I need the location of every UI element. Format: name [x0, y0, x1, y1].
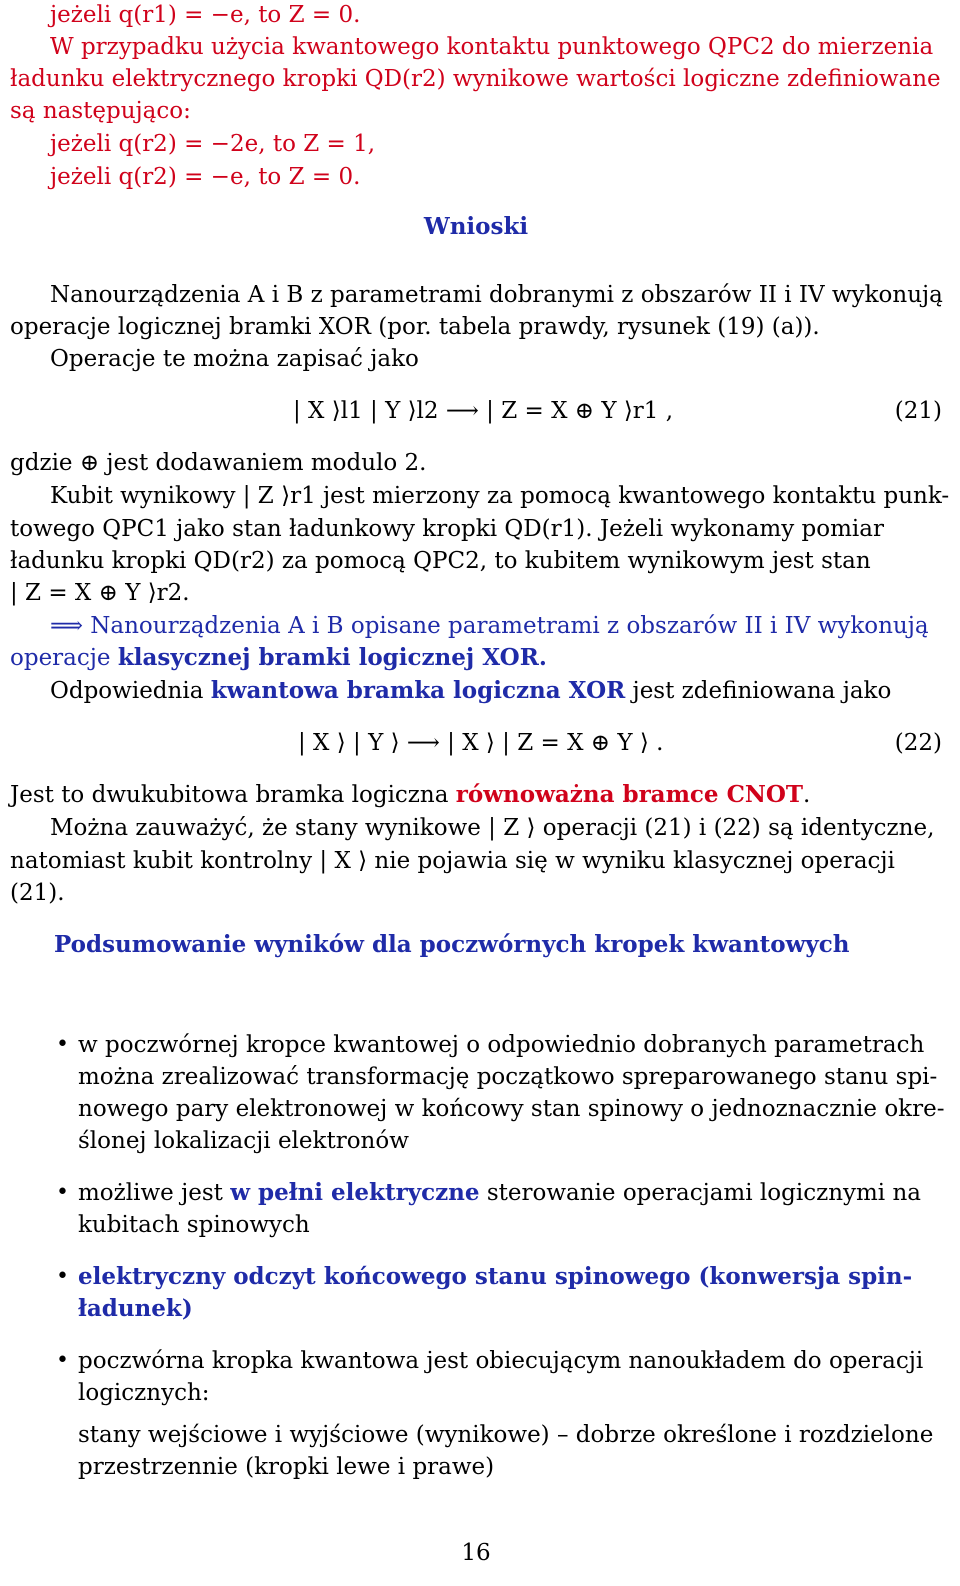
text-line: Kubit wynikowy | Z ⟩r1 jest mierzony za pomocą kwantowego kontaktu punk-: [50, 483, 950, 509]
section-heading-wnioski: Wnioski: [423, 213, 529, 240]
bullet-icon: •: [56, 1264, 69, 1289]
text-line: jeżeli q(r1) = −e, to Z = 0.: [50, 2, 361, 28]
text-line: Operacje te można zapisać jako: [50, 346, 419, 372]
section-heading-summary: Podsumowanie wyników dla poczwórnych kropek kwantowych: [54, 931, 850, 958]
list-item-line: logicznych:: [78, 1380, 210, 1406]
text-line: [10, 780, 810, 810]
equation-22-formula: | X ⟩ | Y ⟩ ⟶ | X ⟩ | Z = X ⊕ Y ⟩ .: [298, 730, 664, 756]
text-line: (21).: [10, 880, 65, 906]
page-number: 16: [461, 1540, 491, 1566]
text-span: .: [803, 782, 811, 808]
text-line: ładunku elektrycznego kropki QD(r2) wynikowe wartości logiczne zdefiniowane: [10, 66, 941, 92]
list-item-line: kubitach spinowych: [78, 1212, 310, 1238]
bullet-icon: •: [56, 1180, 69, 1205]
text-span-bold: kwantowa bramka logiczna XOR: [210, 677, 626, 704]
text-line: [50, 676, 891, 706]
text-line: Nanourządzenia A i B z parametrami dobranymi z obszarów II i IV wykonują: [50, 282, 943, 308]
text-line: jeżeli q(r2) = −2e, to Z = 1,: [50, 131, 376, 157]
text-span: sterowanie operacjami logicznymi na: [479, 1180, 921, 1206]
text-line: ⟹ Nanourządzenia A i B opisane parametrami z obszarów II i IV wykonują: [50, 613, 929, 639]
list-item-line: ślonej lokalizacji elektronów: [78, 1128, 409, 1154]
text-line: Można zauważyć, że stany wynikowe | Z ⟩ operacji (21) i (22) są identyczne,: [50, 815, 935, 841]
list-item-line: [78, 1178, 921, 1208]
text-line: gdzie ⊕ jest dodawaniem modulo 2.: [10, 450, 427, 476]
equation-21-number: (21): [894, 398, 942, 424]
text-line: natomiast kubit kontrolny | X ⟩ nie pojawia się w wyniku klasycznej operacji: [10, 848, 895, 874]
text-line: operacje logicznej bramki XOR (por. tabela prawdy, rysunek (19) (a)).: [10, 314, 820, 340]
text-line: towego QPC1 jako stan ładunkowy kropki QD(r1). Jeżeli wykonamy pomiar: [10, 516, 884, 542]
list-item-line: nowego pary elektronowej w końcowy stan spinowy o jednoznacznie okre-: [78, 1096, 945, 1122]
list-item-line: można zrealizować transformację początkowo spreparowanego stanu spi-: [78, 1064, 938, 1090]
list-item-line: w poczwórnej kropce kwantowej o odpowiednio dobranych parametrach: [78, 1032, 925, 1058]
text-span-bold: w pełni elektryczne: [230, 1179, 480, 1206]
text-line: W przypadku użycia kwantowego kontaktu punktowego QPC2 do mierzenia: [50, 34, 934, 60]
list-item-line: ładunek): [78, 1295, 193, 1322]
list-item-line: stany wejściowe i wyjściowe (wynikowe) – dobrze określone i rozdzielone: [78, 1422, 934, 1448]
text-span: operacje: [10, 645, 118, 671]
text-span-bold: klasycznej bramki logicznej XOR.: [117, 644, 547, 671]
text-line: ładunku kropki QD(r2) za pomocą QPC2, to kubitem wynikowym jest stan: [10, 548, 871, 574]
list-item-line: elektryczny odczyt końcowego stanu spinowego (konwersja spin-: [78, 1263, 913, 1290]
list-item-line: przestrzennie (kropki lewe i prawe): [78, 1454, 495, 1480]
list-item-line: poczwórna kropka kwantowa jest obiecującym nanoukładem do operacji: [78, 1348, 924, 1374]
text-line: jeżeli q(r2) = −e, to Z = 0.: [50, 164, 361, 190]
equation-22-number: (22): [894, 730, 942, 756]
text-span: Odpowiednia: [50, 678, 211, 704]
text-span: możliwe jest: [78, 1180, 231, 1206]
text-span: Jest to dwukubitowa bramka logiczna: [10, 782, 456, 808]
bullet-icon: •: [56, 1348, 69, 1373]
text-span: jest zdefiniowana jako: [625, 678, 892, 704]
bullet-icon: •: [56, 1032, 69, 1057]
equation-21-formula: | X ⟩l1 | Y ⟩l2 ⟶ | Z = X ⊕ Y ⟩r1 ,: [293, 398, 674, 424]
text-line: są następująco:: [10, 98, 191, 124]
text-line: | Z = X ⊕ Y ⟩r2.: [10, 580, 190, 606]
text-line: [10, 643, 547, 673]
text-span-bold: równoważna bramce CNOT: [455, 781, 804, 808]
